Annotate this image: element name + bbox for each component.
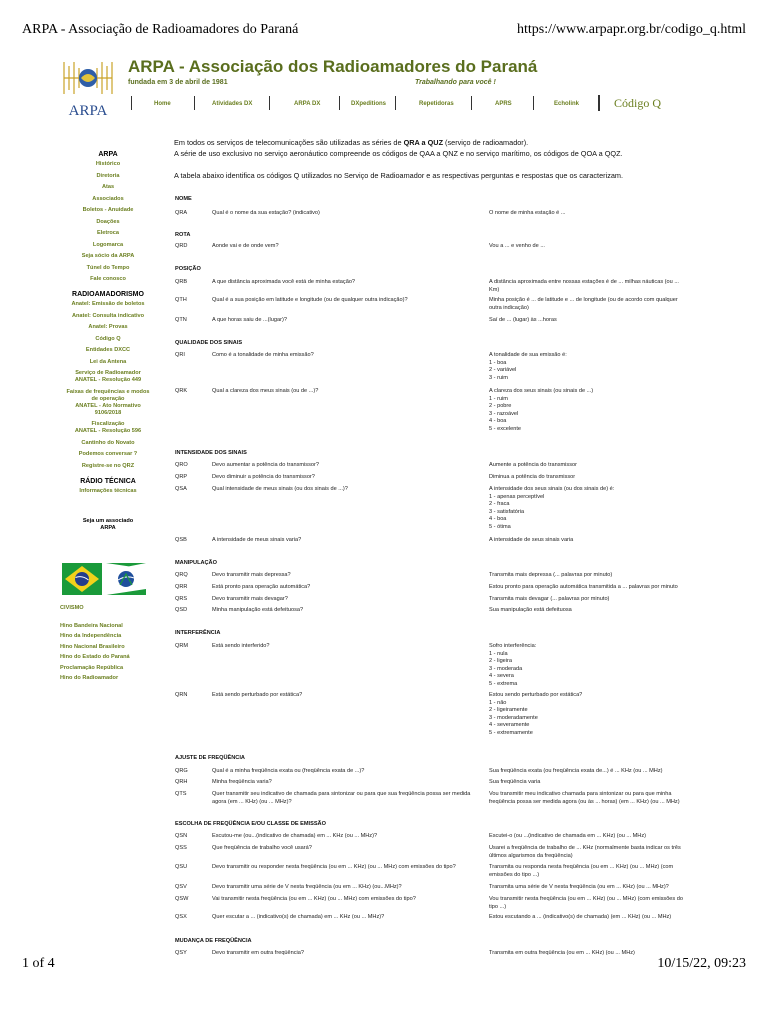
q-answer-line: Estou escutando a ... (indicativo(s) de chamada) (em ... KHz) (ou ... MHz): [489, 914, 672, 920]
q-code: QRA: [175, 210, 188, 216]
q-question: Minha freqüência varia?: [212, 779, 272, 785]
q-code: QRO: [175, 462, 188, 468]
sidebar-link[interactable]: Diretoria: [96, 172, 120, 179]
q-question: Devo aumentar a potência do transmissor?: [212, 462, 319, 468]
section-heading: INTENSIDADE DOS SINAIS: [175, 450, 247, 456]
sidebar-link[interactable]: ANATEL - Ato Normativo: [75, 402, 141, 409]
q-code: QSW: [175, 896, 189, 902]
q-code: QRQ: [175, 572, 188, 578]
q-code: QRG: [175, 768, 188, 774]
q-question: Devo transmitir mais depressa?: [212, 572, 291, 578]
q-question: Que freqüência de trabalho você usará?: [212, 845, 312, 851]
q-answer-line: 3 - ruim: [489, 374, 508, 381]
q-answer-line: Usarei a freqüência de trabalho de ... KHz (normalmente basta indicar os três: [489, 845, 681, 851]
q-answer-line: freqüência possa ser medida agora (ou às ... horas) (em ... KHz) (ou ... MHz): [489, 798, 680, 805]
sidebar-link[interactable]: de operação: [91, 395, 125, 402]
nav-aprs[interactable]: APRS: [495, 101, 512, 107]
q-answer-line: emissões do tipo ...): [489, 871, 540, 878]
sidebar: [56, 148, 160, 686]
nav-separator: [269, 96, 270, 110]
nav-codigo-q[interactable]: Código Q: [614, 96, 662, 110]
q-answer-line: Transmita uma série de V nesta freqüência (ou em ... KHz) (ou ... MHz)?: [489, 884, 669, 890]
q-answer: [489, 352, 715, 382]
q-answer-line: 2 - pobre: [489, 403, 512, 410]
print-datetime: 10/15/22, 09:23: [657, 956, 746, 971]
q-answer-line: 5 - ótima: [489, 523, 511, 530]
q-answer-line: 5 - extremamente: [489, 729, 533, 736]
q-answer: [489, 317, 715, 325]
nav-atividades-dx[interactable]: Atividades DX: [212, 101, 253, 107]
q-answer-line: 2 - fraca: [489, 501, 510, 508]
sidebar-link[interactable]: Hino do Estado do Paraná: [60, 654, 130, 661]
q-answer-line: Transmita mais depressa (... palavras por minuto): [489, 572, 613, 578]
q-answer-line: 1 - não: [489, 699, 507, 706]
q-answer-line: 1 - boa: [489, 359, 507, 366]
q-code: QSV: [175, 884, 187, 890]
q-answer-line: 2 - ligeiramente: [489, 707, 528, 714]
q-answer-line: Aumente a potência do transmissor: [489, 462, 577, 468]
q-answer: [489, 845, 715, 860]
sidebar-link[interactable]: Doações: [96, 218, 120, 225]
intro-line-1-bold: QRA a QUZ: [403, 138, 444, 147]
q-answer-line: 1 - nula: [489, 650, 508, 657]
sidebar-link[interactable]: Fale conosco: [90, 276, 126, 282]
section-heading: MANIPULAÇÃO: [175, 560, 217, 566]
sidebar-link[interactable]: Histórico: [95, 161, 121, 167]
nav-repetidoras[interactable]: Repetidoras: [419, 101, 454, 107]
sidebar-tech-links: [56, 488, 160, 495]
sidebar-link[interactable]: Entidades DXCC: [85, 347, 131, 353]
intro-line-1: [174, 138, 528, 147]
q-answer: [489, 643, 715, 689]
print-header: [22, 22, 746, 42]
nav-dxpeditions[interactable]: DXpeditions: [351, 101, 387, 107]
sidebar-link[interactable]: Anatel: Consulta indicativo: [71, 312, 145, 319]
sidebar-link[interactable]: Lei da Antena: [89, 358, 127, 365]
section-heading: MUDANÇA DE FREQÜÊNCIA: [175, 938, 252, 944]
q-question: Devo transmitir mais devagar?: [212, 596, 288, 602]
founded-date: fundada em 3 de abril de 1981: [128, 79, 228, 86]
sidebar-link[interactable]: Informações técnicas: [79, 487, 137, 494]
sidebar-link[interactable]: Anatel: Emissão de boletos: [71, 301, 145, 307]
q-question: Está sendo interferido?: [212, 643, 270, 649]
q-question: A que distância aproximada você está de minha estação?: [212, 279, 356, 285]
q-answer-line: 4 - severa: [489, 673, 514, 680]
q-question: Como é a tonalidade de minha emissão?: [212, 352, 314, 358]
q-answer-line: 3 - satisfatória: [489, 508, 525, 515]
q-answer: [489, 210, 715, 218]
q-answer: [489, 596, 715, 604]
logo-text: ARPA: [68, 103, 108, 118]
q-answer-line: A distância aproximada entre nossas estações é de ... milhas náuticas (ou ...: [489, 279, 679, 285]
q-answer: [489, 692, 715, 738]
q-code: QSY: [175, 950, 187, 956]
sidebar-link[interactable]: Anatel: Provas: [88, 324, 128, 330]
q-answer-line: Saí de ... (lugar) às ...horas: [489, 317, 557, 323]
site-title: ARPA - Associação dos Radioamadores do Paraná: [128, 57, 538, 76]
q-answer-line: Vou a ... e venho de ...: [489, 243, 545, 249]
sidebar-link[interactable]: Registre-se no QRZ: [81, 462, 135, 469]
q-code: QRM: [175, 643, 189, 649]
q-question: Qual é a minha freqüência exata ou (freqüência exata de ...)?: [212, 768, 365, 774]
q-answer-line: 3 - moderada: [489, 665, 523, 672]
q-answer: [489, 572, 715, 580]
q-answer-line: 2 - ligeira: [489, 658, 513, 665]
sidebar-link[interactable]: Boletos - Anuidade: [82, 207, 134, 213]
intro-line-1-post: (serviço de radioamador).: [443, 138, 529, 147]
q-answer-line: 1 - apenas perceptível: [489, 493, 545, 500]
sidebar-heading-radio-tecnica: RÁDIO TÉCNICA: [80, 477, 136, 485]
q-code: QSX: [175, 914, 187, 920]
q-answer-line: Estou sendo perturbado por estática?: [489, 692, 583, 698]
q-answer: [489, 607, 715, 615]
q-question: Qual é a sua posição em latitude e longitude (ou de qualquer outra indicação)?: [212, 297, 408, 303]
q-answer-line: A intensidade de seus sinais varia: [489, 537, 574, 543]
nav-separator: [339, 96, 340, 110]
q-answer: [489, 768, 715, 776]
q-question: Aonde vai e de onde vem?: [212, 243, 279, 249]
brazil-flag-icon: [62, 563, 102, 595]
q-answer-line: 3 - moderadamente: [489, 714, 538, 721]
q-answer: [489, 486, 715, 532]
sidebar-heading-civismo: CIVISMO: [60, 604, 84, 611]
q-answer: [489, 584, 715, 592]
q-answer-line: 1 - ruim: [489, 395, 508, 402]
q-code: QSU: [175, 864, 188, 870]
intro-line-2: A série de uso exclusivo no serviço aeronáutico compreende os códigos de QAA a QNZ e no serviço marítimo, os códigos de QOA a QQZ.: [174, 149, 623, 158]
q-answer: [489, 896, 715, 911]
q-answer-line: Estou pronto para operação automática transmitida a ... palavras por minuto: [489, 584, 678, 590]
sidebar-link[interactable]: ANATEL - Resolução 449: [74, 377, 142, 383]
q-answer: [489, 884, 715, 892]
q-question: Está sendo perturbado por estática?: [212, 692, 303, 698]
q-answer-line: Transmita mais devagar (... palavras por minuto): [489, 596, 610, 602]
nav-separator: [471, 96, 472, 110]
slogan: Trabalhando para você !: [415, 79, 496, 86]
q-answer-line: Minha posição é ... de latitude e ... de longitude (ou de acordo com qualquer: [489, 297, 678, 303]
nav-separator: [598, 95, 600, 111]
arpa-logo[interactable]: [61, 58, 115, 118]
q-answer-line: Transmita ou responda nesta freqüência (ou em ... KHz) (ou ... MHz) (com: [489, 864, 674, 870]
q-code: QRD: [175, 243, 188, 249]
section-heading: NOME: [175, 196, 192, 202]
q-answer-line: Diminua a potência do transmissor: [489, 474, 576, 480]
q-question: A que horas saiu de ...(lugar)?: [212, 317, 287, 323]
sidebar-link[interactable]: Faixas de frequências e modos: [66, 388, 150, 395]
sidebar-link[interactable]: Associados: [92, 195, 124, 202]
q-answer-line: 5 - excelente: [489, 425, 522, 432]
q-answer-line: Transmita em outra freqüência (ou em ... KHz) (ou ... MHz): [489, 950, 635, 956]
q-code: QTH: [175, 297, 187, 303]
q-answer: [489, 791, 715, 806]
q-answer-line: 4 - boa: [489, 516, 507, 523]
sidebar-civismo-links: [60, 623, 160, 682]
q-code: QSA: [175, 486, 187, 492]
intro-line-3: A tabela abaixo identifica os códigos Q utilizados no Serviço de Radioamador e as respectivas perguntas e respostas que os caracterizam.: [174, 171, 624, 180]
nav-separator: [194, 96, 195, 110]
q-answer: [489, 833, 715, 841]
nav-home[interactable]: Home: [154, 101, 171, 107]
print-page-number: 1 of 4: [22, 956, 55, 971]
q-code: QTS: [175, 791, 187, 797]
q-question: Minha manipulação está defeituosa?: [212, 607, 304, 613]
sidebar-link[interactable]: Proclamação República: [60, 664, 124, 671]
q-question: Devo transmitir em outra freqüência?: [212, 950, 305, 956]
section-heading: POSIÇÃO: [175, 266, 201, 272]
q-answer-line: Sua freqüência varia: [489, 779, 541, 785]
flags: [56, 563, 160, 595]
q-answer: [489, 388, 715, 434]
sidebar-link[interactable]: Hino do Radioamador: [60, 675, 119, 682]
q-answer: [489, 779, 715, 787]
section-heading: AJUSTE DE FREQÜÊNCIA: [175, 755, 245, 761]
q-code: QRR: [175, 584, 188, 590]
join-line-1: Seja um associado: [82, 517, 134, 524]
nav-separator: [131, 96, 132, 110]
q-question: Devo diminuir a potência do transmissor?: [212, 474, 315, 480]
q-answer: [489, 914, 715, 922]
sidebar-radio-links: [56, 301, 160, 470]
q-answer-line: outra indicação): [489, 304, 529, 311]
sidebar-link[interactable]: Serviço de Radioamador: [75, 370, 141, 376]
q-answer-line: 4 - severamente: [489, 722, 530, 729]
q-answer-line: últimos algarismos da freqüência): [489, 852, 573, 859]
nav-arpa-dx[interactable]: ARPA DX: [294, 101, 321, 107]
q-answer-line: O nome de minha estação é ...: [489, 210, 566, 216]
sidebar-link[interactable]: Logomarca: [92, 241, 124, 248]
sidebar-link[interactable]: Hino da Independência: [60, 633, 122, 640]
sidebar-link[interactable]: ANATEL - Resolução 596: [74, 428, 142, 434]
q-answer-line: Escutei-o (ou ...(indicativo de chamada em ... KHz) (ou ... MHz): [489, 833, 646, 839]
q-answer: [489, 474, 715, 482]
intro-line-1-pre: Em todos os serviços de telecomunicações são utilizadas as séries de: [174, 138, 404, 147]
section-heading: INTERFERÊNCIA: [175, 630, 221, 636]
print-page-title: ARPA - Associação de Radioamadores do Paraná: [22, 22, 299, 37]
q-question: Qual intensidade de meus sinais (ou dos sinais de ...)?: [212, 486, 348, 492]
q-code: QRK: [175, 388, 188, 394]
q-answer: [489, 243, 715, 251]
q-code: QSN: [175, 833, 188, 839]
q-question: Devo transmitir uma série de V nesta freqüência (ou em ... KHz) (ou...MHz)?: [212, 884, 402, 890]
q-code: QSB: [175, 537, 187, 543]
q-answer: [489, 279, 715, 294]
q-answer-line: Sofro interferência:: [489, 643, 537, 649]
q-answer-line: Vou transmitir nesta freqüência (ou em ... KHz) (ou ... MHz) (com emissões do: [489, 896, 683, 902]
top-nav: [128, 94, 688, 114]
q-question: Escutou-me (ou...(indicativo de chamada) em ... KHz (ou ... MHz)?: [212, 833, 378, 839]
parana-flag-icon: [106, 563, 146, 595]
q-question: Qual a clareza dos meus sinais (ou de ...)?: [212, 388, 319, 394]
q-code: QRB: [175, 279, 188, 285]
nav-separator: [533, 96, 534, 110]
sidebar-link[interactable]: Podemos conversar ?: [78, 451, 138, 457]
q-answer: [489, 462, 715, 470]
sidebar-link[interactable]: Seja sócio da ARPA: [81, 253, 135, 259]
section-heading: ESCOLHA DE FREQÜÊNCIA E/OU CLASSE DE EMISSÃO: [175, 821, 326, 827]
sidebar-link[interactable]: Cantinho do Novato: [81, 439, 135, 446]
sidebar-link[interactable]: Hino Nacional Brasileiro: [60, 643, 125, 650]
q-answer-line: Km): [489, 286, 500, 293]
q-question: Quer transmitir seu indicativo de chamada para sintonizar ou para que sua freqüência possa ser medida agora (em ... KHz) (ou ... MHz)?: [212, 791, 471, 805]
q-code: QRI: [175, 352, 185, 358]
q-answer: [489, 864, 715, 879]
sidebar-heading-arpa: ARPA: [98, 151, 118, 158]
q-answer-line: 4 - boa: [489, 418, 507, 425]
print-footer: [22, 956, 746, 976]
q-code: QTN: [175, 317, 187, 323]
sidebar-arpa-links: [56, 161, 160, 283]
q-answer-line: Sua freqüência exata (ou freqüência exata de...) é ... KHz (ou ... MHz): [489, 768, 663, 774]
q-code: QRP: [175, 474, 188, 480]
q-answer-line: tipo ...): [489, 903, 507, 910]
q-answer-line: A tonalidade de sua emissão é:: [489, 352, 567, 358]
join-line-2: ARPA: [100, 525, 116, 531]
q-answer-line: 5 - extrema: [489, 680, 518, 687]
q-answer: [489, 297, 715, 312]
q-answer: [489, 537, 715, 545]
sidebar-heading-radioamadorismo: RADIOAMADORISMO: [72, 291, 144, 298]
nav-separator: [395, 96, 396, 110]
q-answer-line: Vou transmitir meu indicativo chamada para sintonizar ou para que minha: [489, 791, 672, 797]
q-answer-line: 2 - variável: [489, 367, 517, 374]
q-answer-line: A intensidade dos seus sinais (ou dos sinais de) é:: [489, 486, 615, 492]
join-association-link[interactable]: [56, 518, 160, 533]
q-question: A intensidade de meus sinais varia?: [212, 537, 302, 543]
sidebar-link[interactable]: Hino Bandeira Nacional: [60, 622, 123, 629]
sidebar-link[interactable]: Eletroca: [96, 230, 120, 236]
sidebar-link[interactable]: Código Q: [95, 335, 121, 342]
q-code: QSD: [175, 607, 188, 613]
q-code: QRN: [175, 692, 188, 698]
q-code: QRS: [175, 596, 188, 602]
section-heading: QUALIDADE DOS SINAIS: [175, 340, 243, 346]
q-code: QSS: [175, 845, 187, 851]
sidebar-link[interactable]: 9106/2018: [94, 409, 122, 416]
print-url: https://www.arpapr.org.br/codigo_q.html: [516, 22, 746, 37]
q-question: Devo transmitir ou responder nesta freqüência (ou em ... KHz) (ou ... MHz) com emissões do tipo?: [212, 864, 456, 870]
q-answer-line: 3 - razoável: [489, 410, 519, 417]
q-question: Está pronto para operação automática?: [212, 584, 311, 590]
q-code: QRH: [175, 779, 188, 785]
section-heading: ROTA: [175, 232, 191, 238]
q-answer-line: A clareza dos seus sinais (ou sinais de ...): [489, 388, 594, 394]
q-question: Quer escutar a ... (indicativo(s) de chamada) em ... KHz (ou ... MHz)?: [212, 914, 385, 920]
q-answer-line: Sua manipulação está defeituosa: [489, 607, 572, 613]
q-question: Qual é o nome da sua estação? (indicativo): [212, 210, 320, 216]
sidebar-link[interactable]: Túnel do Tempo: [86, 264, 130, 271]
sidebar-link[interactable]: Atas: [101, 184, 115, 190]
sidebar-link[interactable]: Fiscalização: [91, 421, 125, 427]
q-question: Vai transmitir nesta freqüência (ou em ... KHz) (ou ... MHz) com emissões do tipo?: [212, 896, 416, 902]
nav-echolink[interactable]: Echolink: [554, 101, 580, 107]
